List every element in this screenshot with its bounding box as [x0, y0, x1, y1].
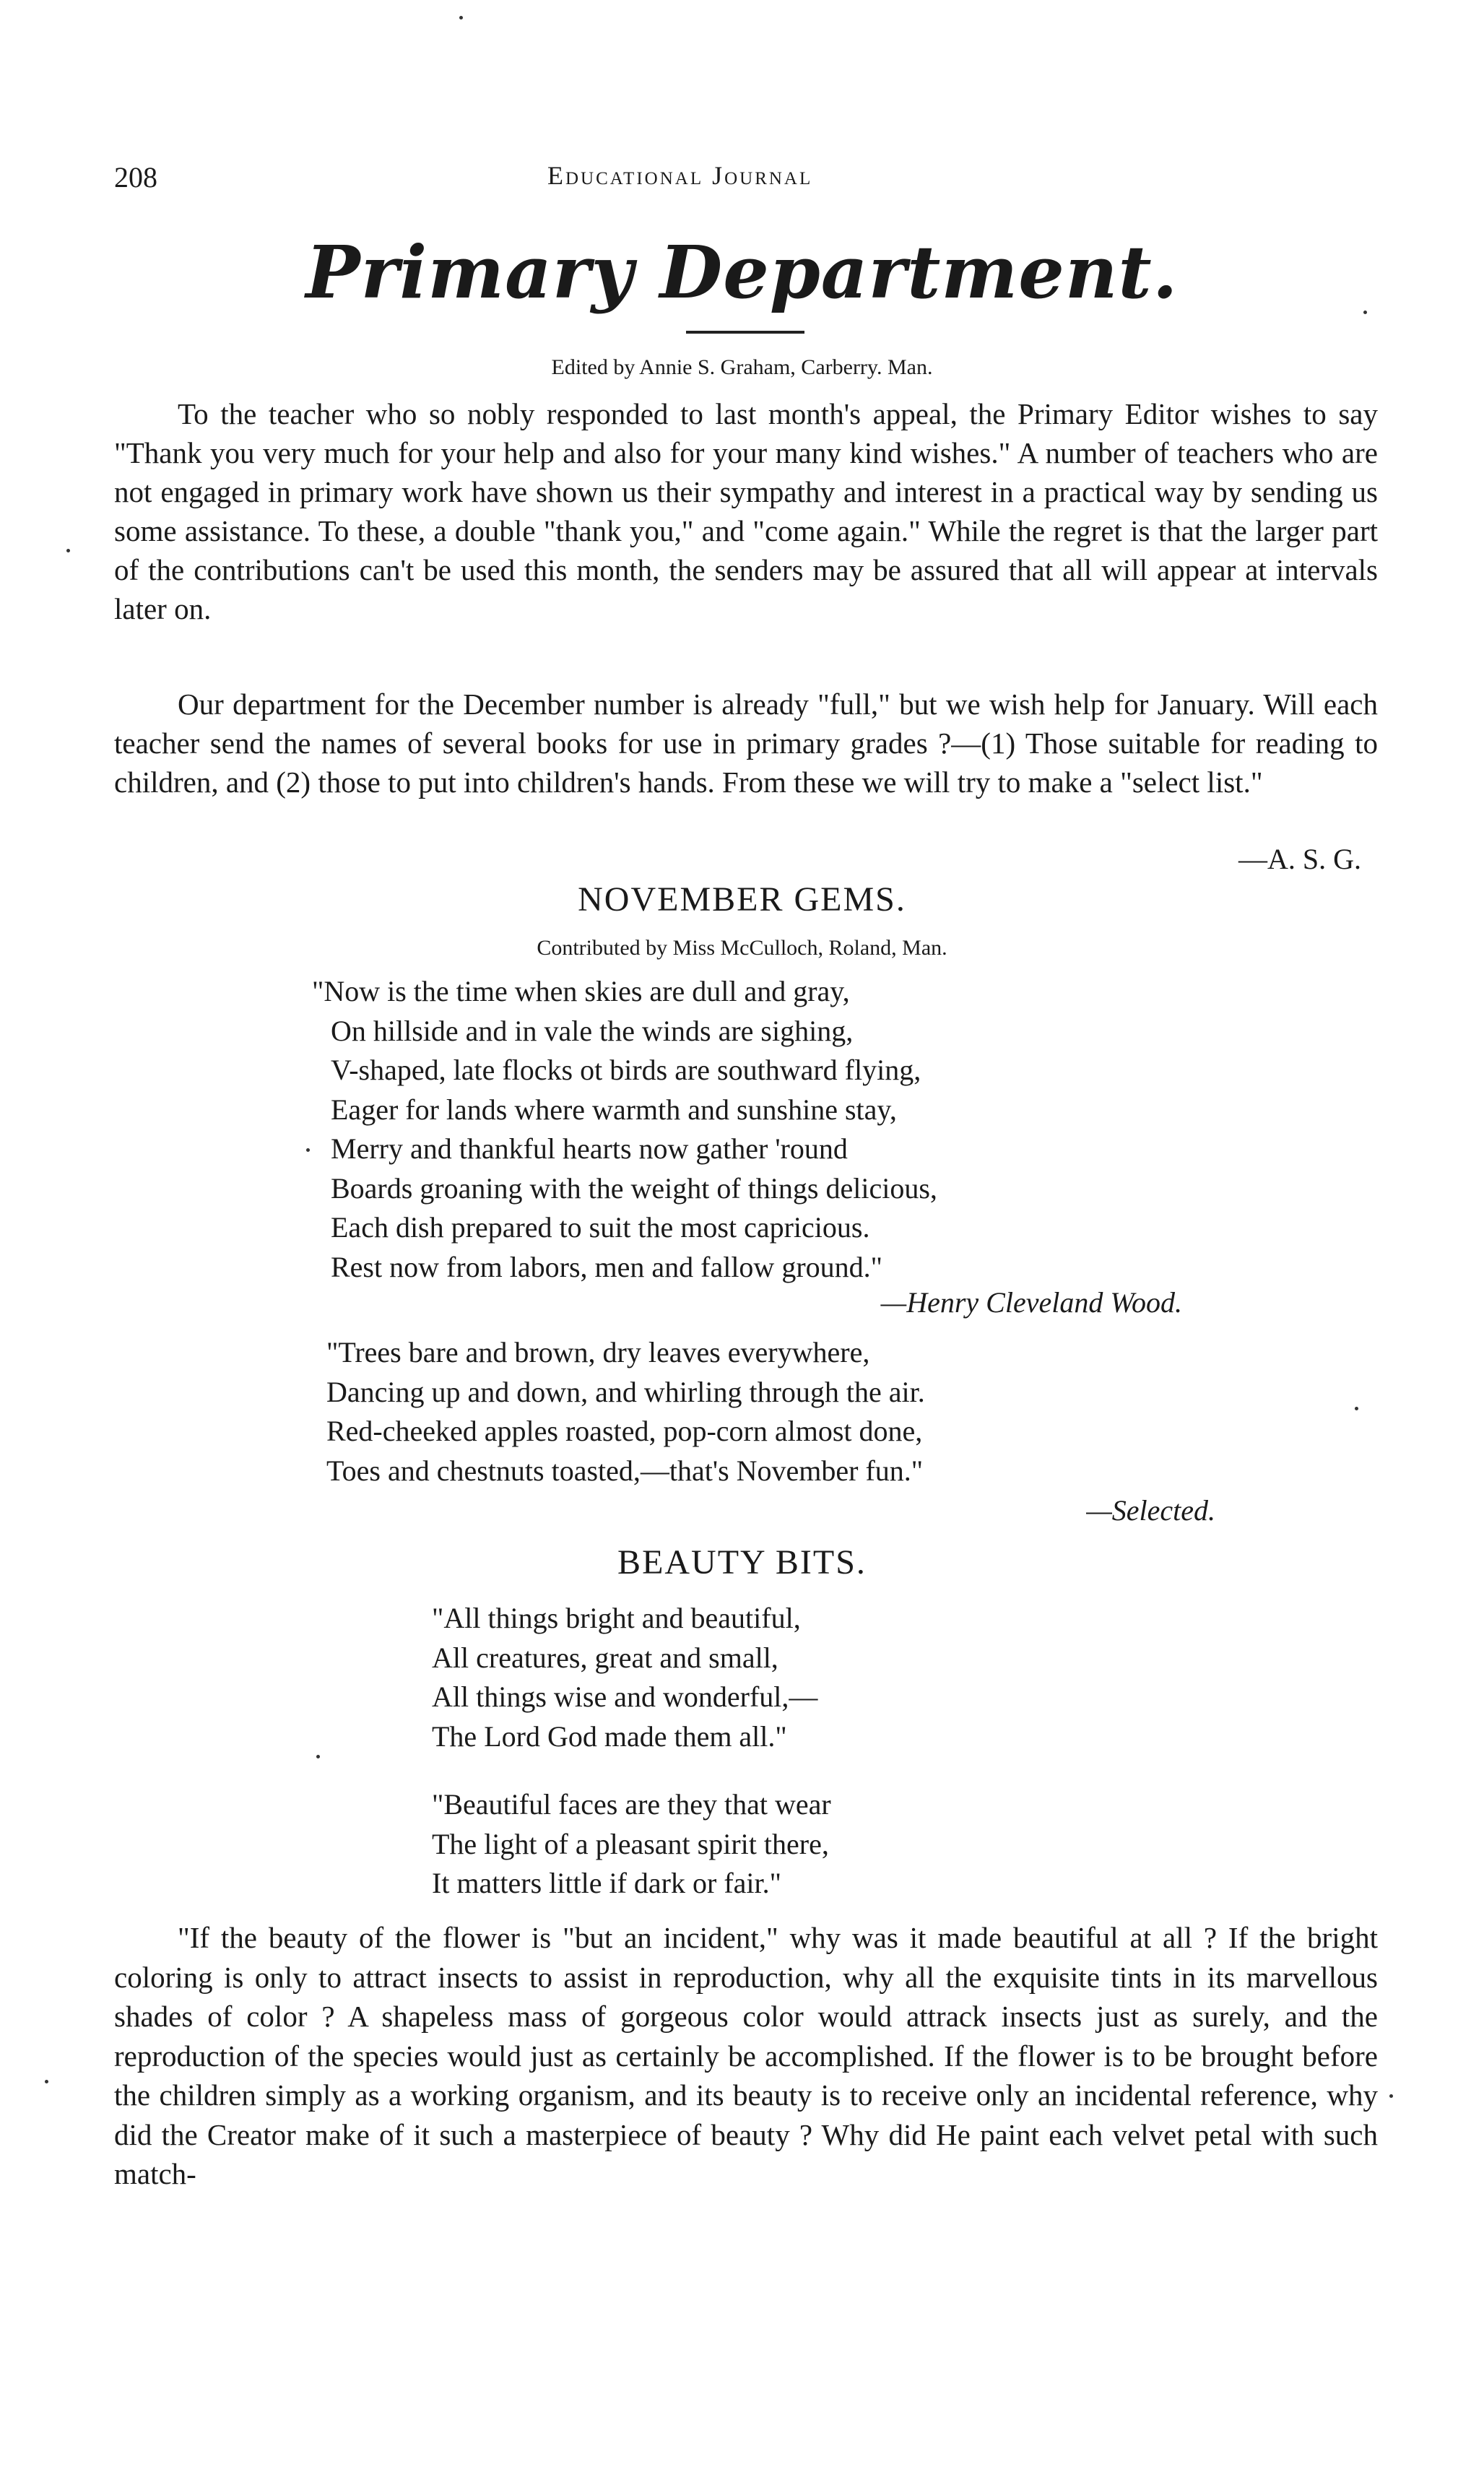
request-paragraph-text: Our department for the December number is already "full," but we wish help for January. Will each teacher send the names of several books for use in primary grades ?—(1) Those suitable for reading to children, and (2) those to put into children's hands. From these we will try to make a "select list." — [114, 687, 1378, 799]
verse-line: It matters little if dark or fair." — [432, 1867, 781, 1899]
flower-beauty-paragraph-text: "If the beauty of the flower is "but an incident," why was it made beautiful at all ? If the bright coloring is only to attract insects to assist in reproduction, why all the exquisite tints in its marvellous shades of color ? A shapeless mass of gorgeous color would attrack insects just as surely, and the reproduction of the species would just as certainly be accomplished. If the flower is to be brought before the children simply as a working organism, and its beauty is to receive only an incidental reference, why did the Creator make of it such a masterpiece of beauty ? Why did He paint each velvet petal with such match- — [114, 1921, 1378, 2190]
verse-line: The Lord God made them all." — [432, 1719, 787, 1753]
verse-line: Red-cheeked apples roasted, pop-corn almost done, — [326, 1415, 923, 1447]
verse-line: All things wise and wonderful,— — [432, 1680, 818, 1713]
running-head — [114, 160, 1400, 211]
department-title: Primary Department. — [305, 230, 1179, 315]
poem-attribution: —Selected. — [1086, 1494, 1215, 1527]
poem-attribution: —Henry Cleveland Wood. — [880, 1286, 1182, 1319]
verse-line: "Beautiful faces are they that wear — [432, 1788, 831, 1821]
scan-speck — [1389, 2094, 1393, 2098]
verse-line: V-shaped, late flocks ot birds are southward flying, — [331, 1054, 921, 1086]
verse-line: Toes and chestnuts toasted,—that's November fun." — [326, 1454, 924, 1487]
scan-speck — [306, 1148, 310, 1152]
verse-line: "Trees bare and brown, dry leaves everywhere, — [326, 1336, 870, 1368]
scan-speck — [1363, 311, 1367, 314]
verse-line: Dancing up and down, and whirling through the air. — [326, 1375, 925, 1408]
verse-line: Merry and thankful hearts now gather 'round — [331, 1132, 848, 1165]
intro-paragraph — [114, 394, 1378, 628]
editor-line: Edited by Annie S. Graham, Carberry. Man. — [551, 355, 933, 379]
verse-line: On hillside and in vale the winds are sighing, — [331, 1014, 854, 1047]
contributor-line: Contributed by Miss McCulloch, Roland, Man. — [537, 936, 947, 960]
verse-line: The light of a pleasant spirit there, — [432, 1827, 829, 1860]
beauty-bits-heading: BEAUTY BITS. — [617, 1543, 867, 1582]
scan-speck — [45, 2080, 48, 2083]
beauty-poem-1 — [432, 1599, 817, 1756]
intro-paragraph-text: To the teacher who so nobly responded to last month's appeal, the Primary Editor wishes to say "Thank you very much for your help and also for your many kind wishes." A number of teachers who are not engaged in primary work have shown us their sympathy and interest in a practical way by sending us some assistance. To these, a double "thank you," and "come again." While the regret is that the larger part of the contributions can't be used this month, the senders may be assured that all will appear at intervals later on. — [114, 397, 1378, 625]
title-rule — [686, 331, 804, 334]
scan-speck — [1355, 1407, 1358, 1410]
november-poem-2 — [326, 1333, 925, 1491]
verse-line: Eager for lands where warmth and sunshine stay, — [331, 1093, 897, 1126]
request-paragraph — [114, 685, 1378, 802]
page-number: 208 — [114, 161, 157, 194]
scan-speck — [316, 1755, 320, 1758]
verse-line: Boards groaning with the weight of things delicious, — [331, 1171, 937, 1205]
verse-line: All creatures, great and small, — [432, 1641, 778, 1674]
flower-beauty-paragraph — [114, 1918, 1378, 2194]
november-gems-heading: NOVEMBER GEMS. — [578, 880, 906, 919]
journal-name: Educational Journal — [547, 161, 813, 190]
november-poem-1 — [312, 972, 937, 1287]
scan-speck — [66, 549, 70, 552]
editor-signature: —A. S. G. — [1238, 843, 1361, 875]
verse-line: Each dish prepared to suit the most capricious. — [331, 1211, 870, 1244]
beauty-poem-2 — [432, 1785, 831, 1904]
scan-speck — [459, 16, 463, 19]
verse-line: "Now is the time when skies are dull and gray, — [312, 975, 850, 1007]
verse-line: Rest now from labors, men and fallow ground." — [331, 1250, 882, 1283]
verse-line: "All things bright and beautiful, — [432, 1602, 801, 1634]
